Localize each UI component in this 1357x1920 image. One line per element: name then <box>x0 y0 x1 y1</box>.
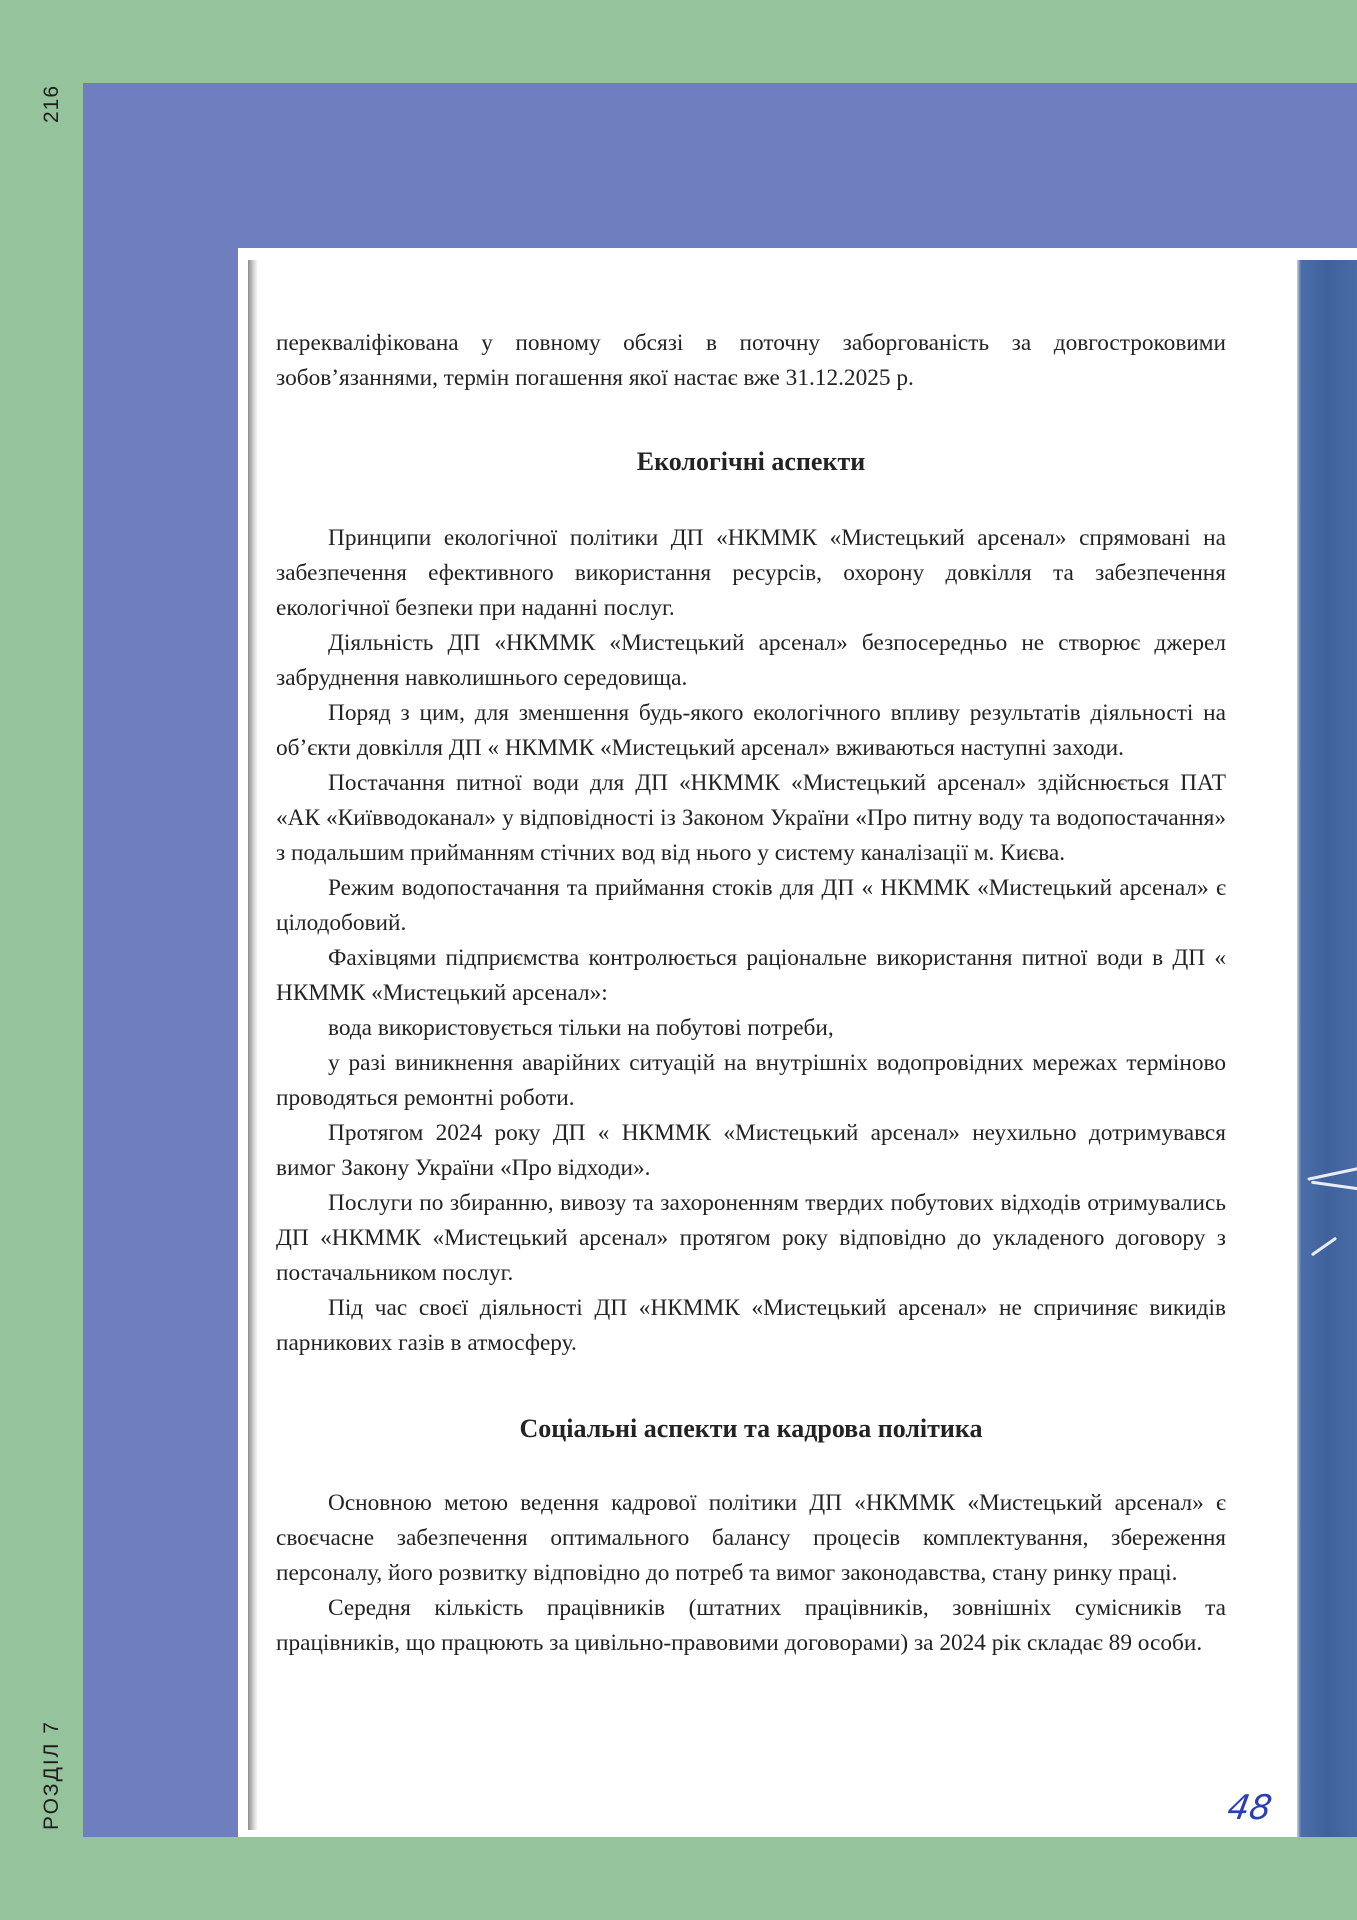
section-label: РОЗДІЛ 7 <box>40 1720 63 1830</box>
ecology-paragraph: Режим водопостачання та приймання стоків для ДП « НКММК «Мистецький арсенал» є цілодобовий. <box>276 875 1226 936</box>
social-heading: Соціальні аспекти та кадрова політика <box>519 1414 983 1443</box>
ecology-heading: Екологічні аспекти <box>636 447 866 476</box>
social-paragraph: Основною метою ведення кадрової політики ДП «НКММК «Мистецький арсенал» є своєчасне забезпечення оптимального балансу процесів комплектування, збереження персоналу, його розвитку відповідно до потреб та вимог законодавства, стану ринку праці. <box>276 1490 1226 1586</box>
ecology-list-item: у разі виникнення аварійних ситуацій на внутрішніх водопровідних мережах терміново проводяться ремонтні роботи. <box>276 1050 1226 1111</box>
ecology-paragraph: Фахівцями підприємства контролюється раціональне використання питної води в ДП « НКММК «Мистецький арсенал»: <box>276 945 1226 1006</box>
binding-thread <box>1311 1237 1337 1257</box>
binding-shadow <box>248 260 258 1830</box>
page-frame <box>83 83 1357 1837</box>
scanned-page <box>238 248 1357 1837</box>
binding-thread <box>1311 1181 1357 1191</box>
ecology-paragraph: Під час своєї діяльності ДП «НКММК «Мистецький арсенал» не спричиняє викидів парникових газів в атмосферу. <box>276 1295 1226 1356</box>
ecology-paragraph: Діяльність ДП «НКММК «Мистецький арсенал» безпосередньо не створює джерел забруднення навколишнього середовища. <box>276 630 1226 691</box>
ecology-paragraph: Послуги по збиранню, вивозу та захороненням твердих побутових відходів отримувались ДП «НКММК «Мистецький арсенал» протягом року відповідно до укладеного договору з постачальником послуг. <box>276 1190 1226 1286</box>
ecology-paragraph: Протягом 2024 року ДП « НКММК «Мистецький арсенал» неухильно дотримувався вимог Закону України «Про відходи». <box>276 1120 1226 1181</box>
binding-thread <box>1307 1166 1357 1181</box>
ecology-paragraph: Постачання питної води для ДП «НКММК «Мистецький арсенал» здійснюється ПАТ «АК «Київводоканал» у відповідності із Законом України «Про питну воду та водопостачання» з подальшим прийманням стічних вод від нього у систему каналізації м. Києва. <box>276 770 1226 866</box>
document-body <box>276 326 1226 1661</box>
page-number: 216 <box>40 84 63 124</box>
handwritten-page-number: 48 <box>1224 1788 1275 1828</box>
ecology-list-item: вода використовується тільки на побутові потреби, <box>328 1015 834 1041</box>
intro-paragraph: перекваліфікована у повному обсязі в поточну заборгованість за довгостроковими зобов’язаннями, термін погашення якої настає вже 31.12.2025 р. <box>276 330 1226 391</box>
ecology-paragraph: Поряд з цим, для зменшення будь-якого екологічного впливу результатів діяльності на об’єкти довкілля ДП « НКММК «Мистецький арсенал» вживаються наступні заходи. <box>276 700 1226 761</box>
social-paragraph: Середня кількість працівників (штатних працівників, зовнішніх сумісників та працівників, що працюють за цивільно-правовими договорами) за 2024 рік складає 89 особи. <box>276 1595 1226 1656</box>
folder-cover-edge <box>1297 260 1357 1837</box>
ecology-paragraph: Принципи екологічної політики ДП «НКММК «Мистецький арсенал» спрямовані на забезпечення ефективного використання ресурсів, охорону довкілля та забезпечення екологічної безпеки при наданні послуг. <box>276 525 1226 621</box>
